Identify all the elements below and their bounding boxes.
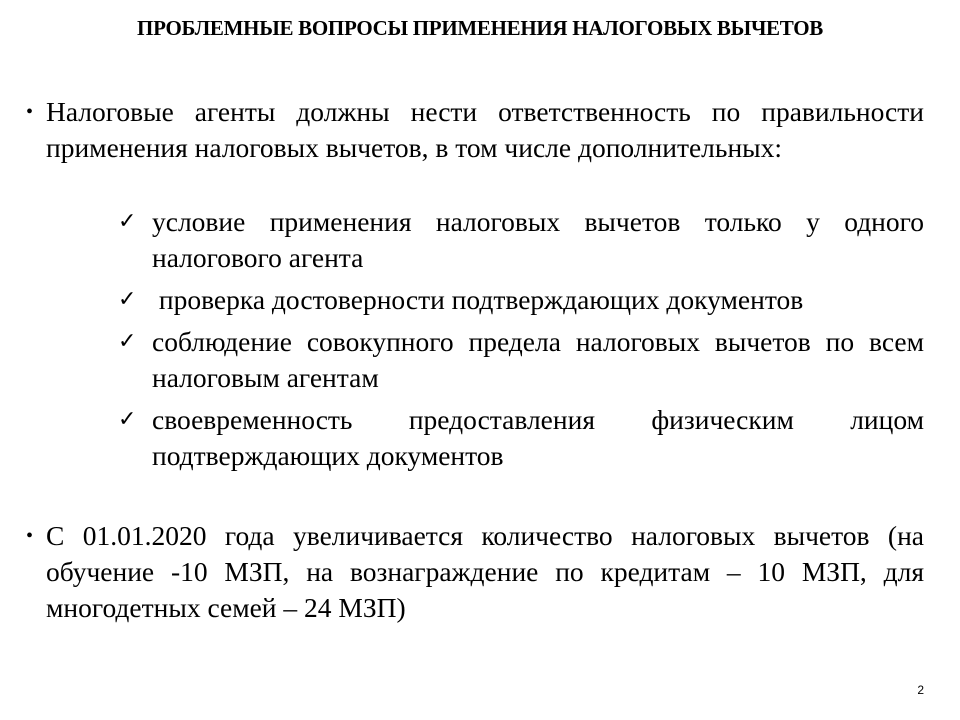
check-item-text: своевременность предоставления физическим лицом подтверждающих документов — [152, 404, 924, 471]
bullet-text: Налоговые агенты должны нести ответственность по правильности применения налоговых вычетов, в том числе дополнительных: — [46, 96, 924, 163]
page-number: 2 — [917, 683, 924, 697]
checkmark-icon: ✓ — [118, 287, 137, 312]
check-item-text: соблюдение совокупного предела налоговых вычетов по всем налоговым агентам — [152, 326, 924, 393]
check-item-document-verification — [116, 282, 924, 318]
bullet-icon: • — [26, 525, 34, 547]
check-item-text: проверка достоверности подтверждающих документов — [152, 284, 804, 315]
check-item-single-agent — [116, 204, 924, 276]
check-item-timely-submission — [116, 402, 924, 474]
checkmark-icon: ✓ — [118, 209, 137, 234]
slide-title: ПРОБЛЕМНЫЕ ВОПРОСЫ ПРИМЕНЕНИЯ НАЛОГОВЫХ ВЫЧЕТОВ — [137, 16, 823, 40]
checkmark-icon: ✓ — [118, 407, 137, 432]
bullet-item-deductions-increase — [26, 518, 924, 626]
bullet-icon: • — [26, 101, 34, 123]
check-item-total-limit — [116, 324, 924, 396]
bullet-text: С 01.01.2020 года увеличивается количество налоговых вычетов (на обучение -10 МЗП, на вознаграждение по кредитам – 10 МЗП, для многодетных семей – 24 МЗП) — [46, 520, 924, 623]
checklist — [116, 204, 924, 480]
check-item-text: условие применения налоговых вычетов только у одного налогового агента — [152, 206, 924, 273]
checkmark-icon: ✓ — [118, 329, 137, 354]
bullet-item-agents — [26, 94, 924, 166]
